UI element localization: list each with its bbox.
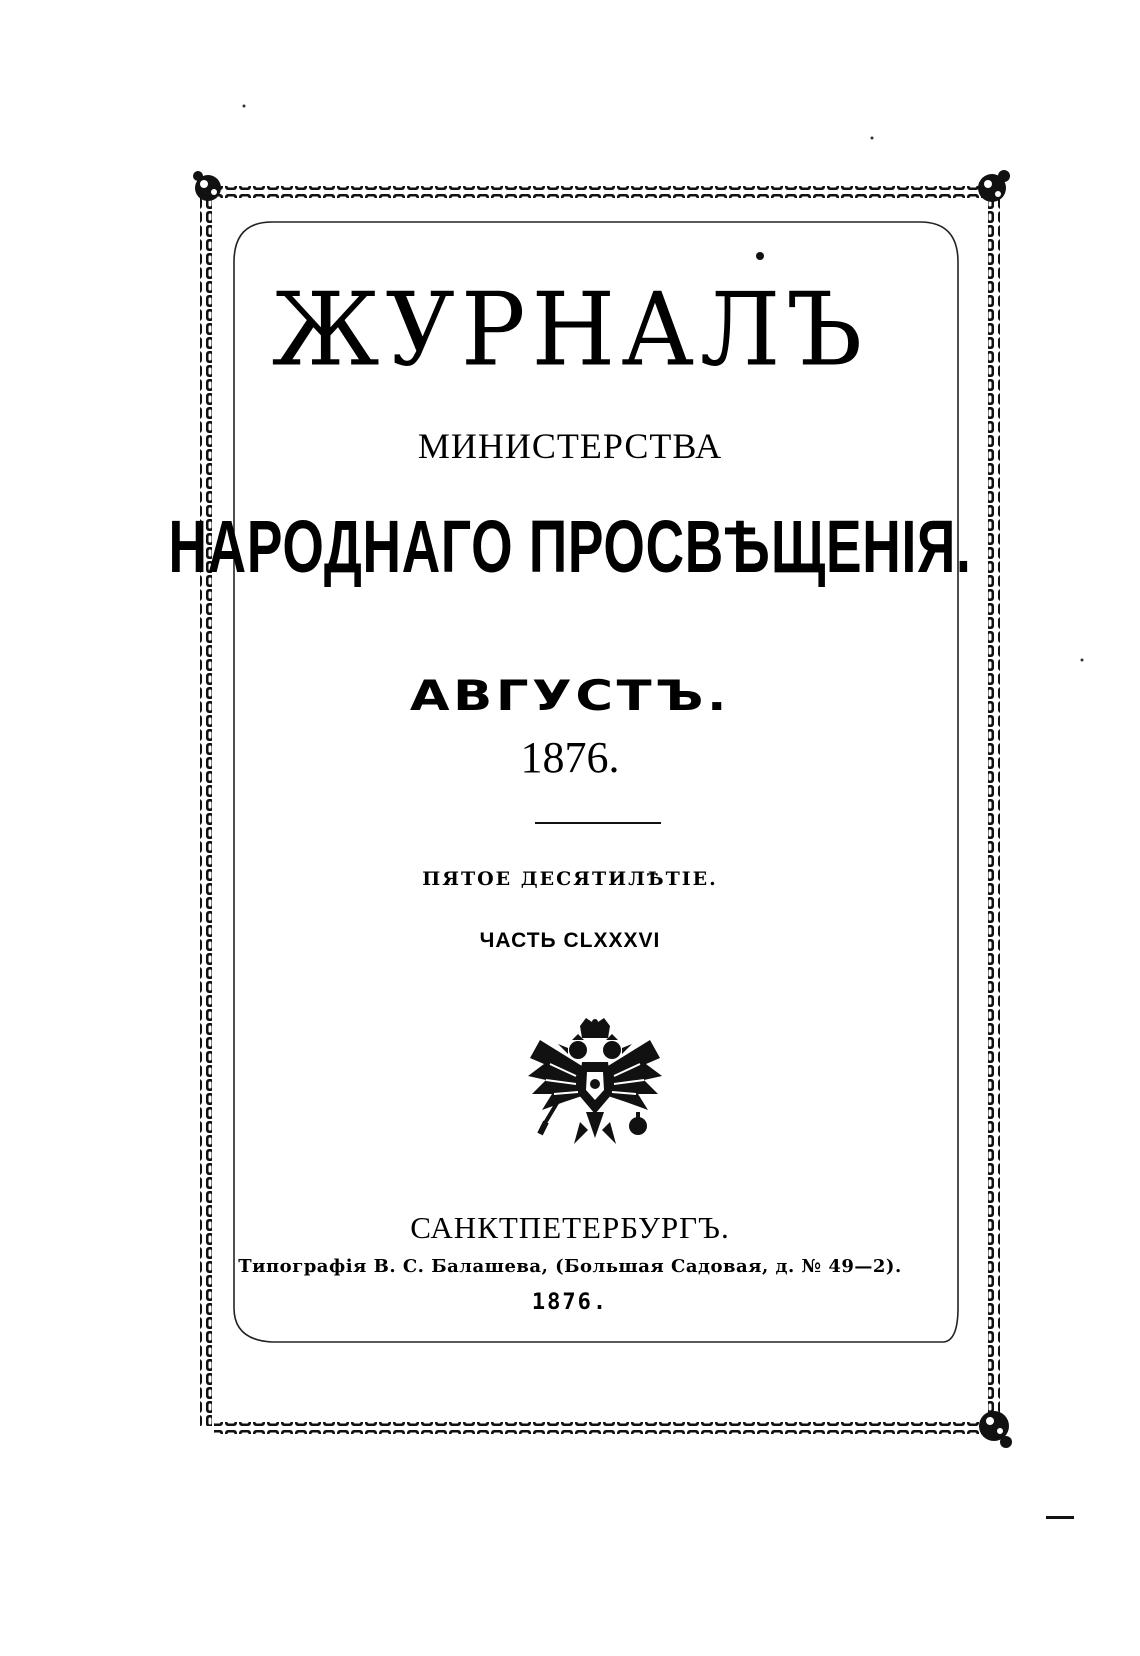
floral-corner-ornament-br — [979, 1411, 1012, 1448]
issue-year: 1876. — [520, 733, 620, 782]
journal-subtitle: МИНИСТЕРСТВА — [417, 426, 723, 466]
journal-ministry-name: НАРОДНАГО ПРОСВѢЩЕНІЯ. — [168, 505, 972, 588]
imprint-year: 1876. — [531, 1290, 609, 1315]
series-part: ЧАСТЬ CLXXXVI — [479, 929, 661, 952]
double-headed-eagle-emblem — [520, 1018, 670, 1168]
floral-corner-ornament-tl — [193, 171, 221, 201]
journal-title: ЖУРНАЛЪ — [271, 271, 869, 389]
inner-frame — [234, 222, 958, 1342]
imprint-city: САНКТПЕТЕРБУРГЪ. — [410, 1210, 730, 1245]
imprint-printer: Типографія В. С. Балашева, (Большая Садовая, д. № 49—2). — [238, 1256, 902, 1277]
issue-month: АВГУСТЪ. — [409, 671, 731, 720]
border-top — [214, 186, 988, 198]
floral-corner-ornament-tr — [978, 170, 1010, 202]
divider-rule — [535, 822, 661, 824]
series-decade: ПЯТОЕ ДЕСЯТИЛѢТІЕ. — [422, 868, 718, 890]
border-bottom — [214, 1422, 988, 1434]
